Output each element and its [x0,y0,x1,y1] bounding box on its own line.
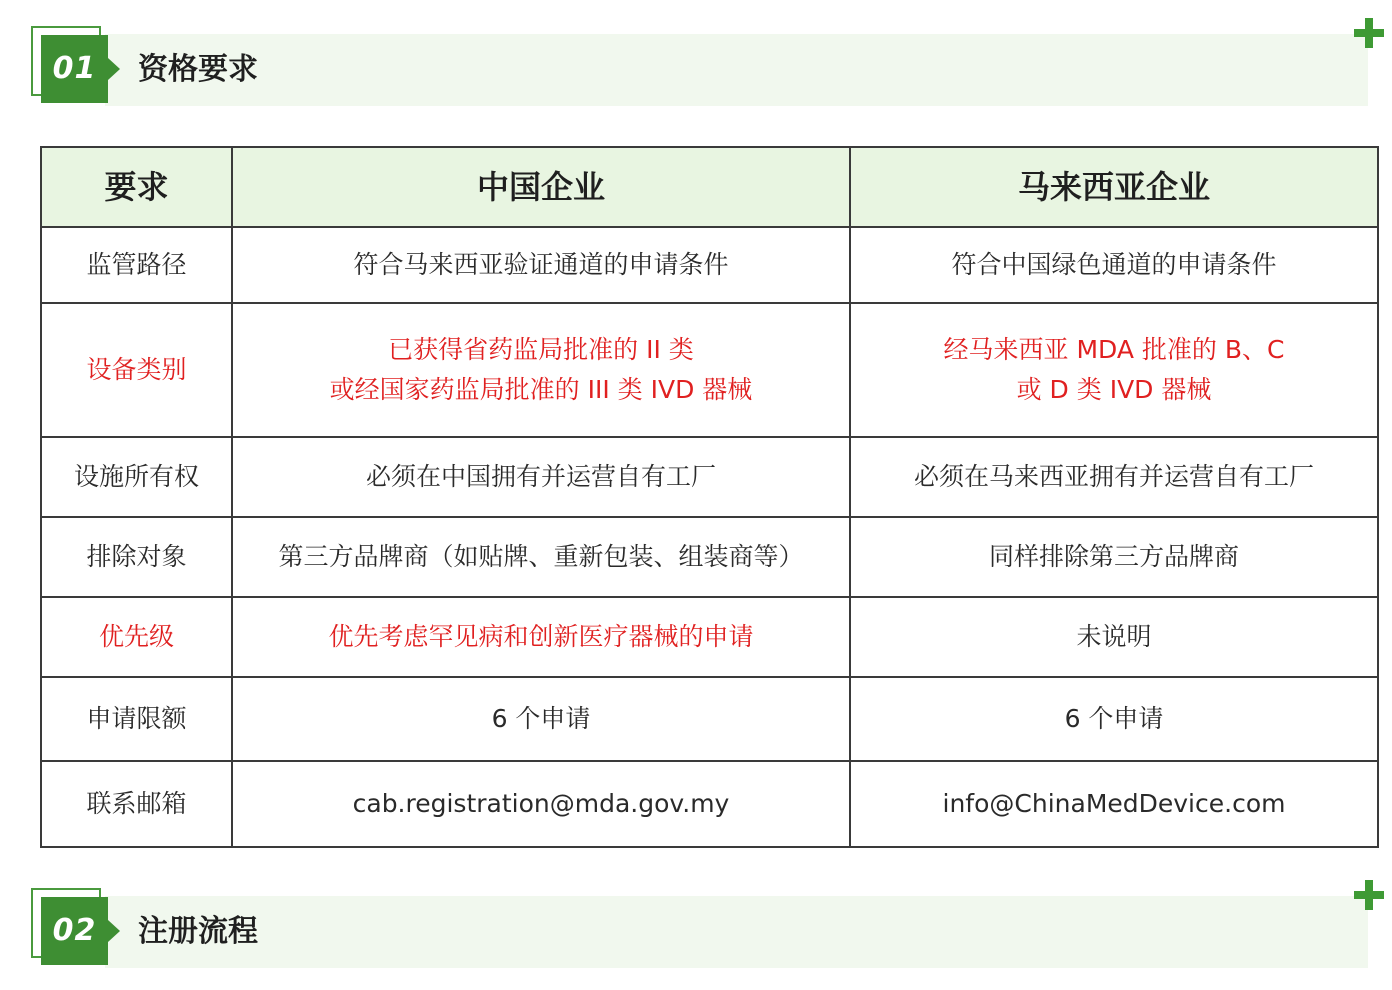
cell-malaysia: 必须在马来西亚拥有并运营自有工厂 [850,437,1378,517]
cell-china [232,303,850,437]
table-row [41,437,1378,517]
cell-line: 经马来西亚 MDA 批准的 B、C [943,335,1285,364]
table-row [41,597,1378,677]
section-number: 01 [41,35,108,103]
cell-malaysia-email: info@ChinaMedDevice.com [850,761,1378,847]
row-label: 排除对象 [41,517,232,597]
section-title: 资格要求 [138,52,258,87]
cell-line: 或经国家药监局批准的 III 类 IVD 器械 [329,375,753,404]
header-requirement: 要求 [41,147,232,227]
arrow-right-icon [108,58,120,80]
cell-line: 或 D 类 IVD 器械 [1016,375,1212,404]
row-label: 监管路径 [41,227,232,303]
arrow-right-icon [108,920,120,942]
cell-china: 优先考虑罕见病和创新医疗器械的申请 [232,597,850,677]
cell-china-email: cab.registration@mda.gov.my [232,761,850,847]
table-row [41,227,1378,303]
section-band [105,34,1368,106]
row-label: 设备类别 [41,303,232,437]
cell-china: 必须在中国拥有并运营自有工厂 [232,437,850,517]
row-label: 联系邮箱 [41,761,232,847]
section-header-02 [0,862,1392,972]
section-header-01 [0,0,1392,110]
cell-malaysia: 6 个申请 [850,677,1378,761]
requirements-table [40,146,1379,848]
table-header-row [41,147,1378,227]
section-band [105,896,1368,968]
cell-line: 已获得省药监局批准的 II 类 [388,335,694,364]
cell-malaysia [850,303,1378,437]
table-row [41,303,1378,437]
cell-china: 符合马来西亚验证通道的申请条件 [232,227,850,303]
cell-china: 6 个申请 [232,677,850,761]
row-label: 设施所有权 [41,437,232,517]
table-row [41,517,1378,597]
cell-malaysia: 未说明 [850,597,1378,677]
table-row [41,677,1378,761]
cell-china: 第三方品牌商（如贴牌、重新包装、组装商等） [232,517,850,597]
plus-icon [1354,880,1384,910]
header-malaysia: 马来西亚企业 [850,147,1378,227]
section-number: 02 [41,897,108,965]
table-row [41,761,1378,847]
header-china: 中国企业 [232,147,850,227]
plus-icon [1354,18,1384,48]
section-title: 注册流程 [138,914,258,949]
cell-malaysia: 同样排除第三方品牌商 [850,517,1378,597]
cell-malaysia: 符合中国绿色通道的申请条件 [850,227,1378,303]
row-label: 申请限额 [41,677,232,761]
row-label: 优先级 [41,597,232,677]
